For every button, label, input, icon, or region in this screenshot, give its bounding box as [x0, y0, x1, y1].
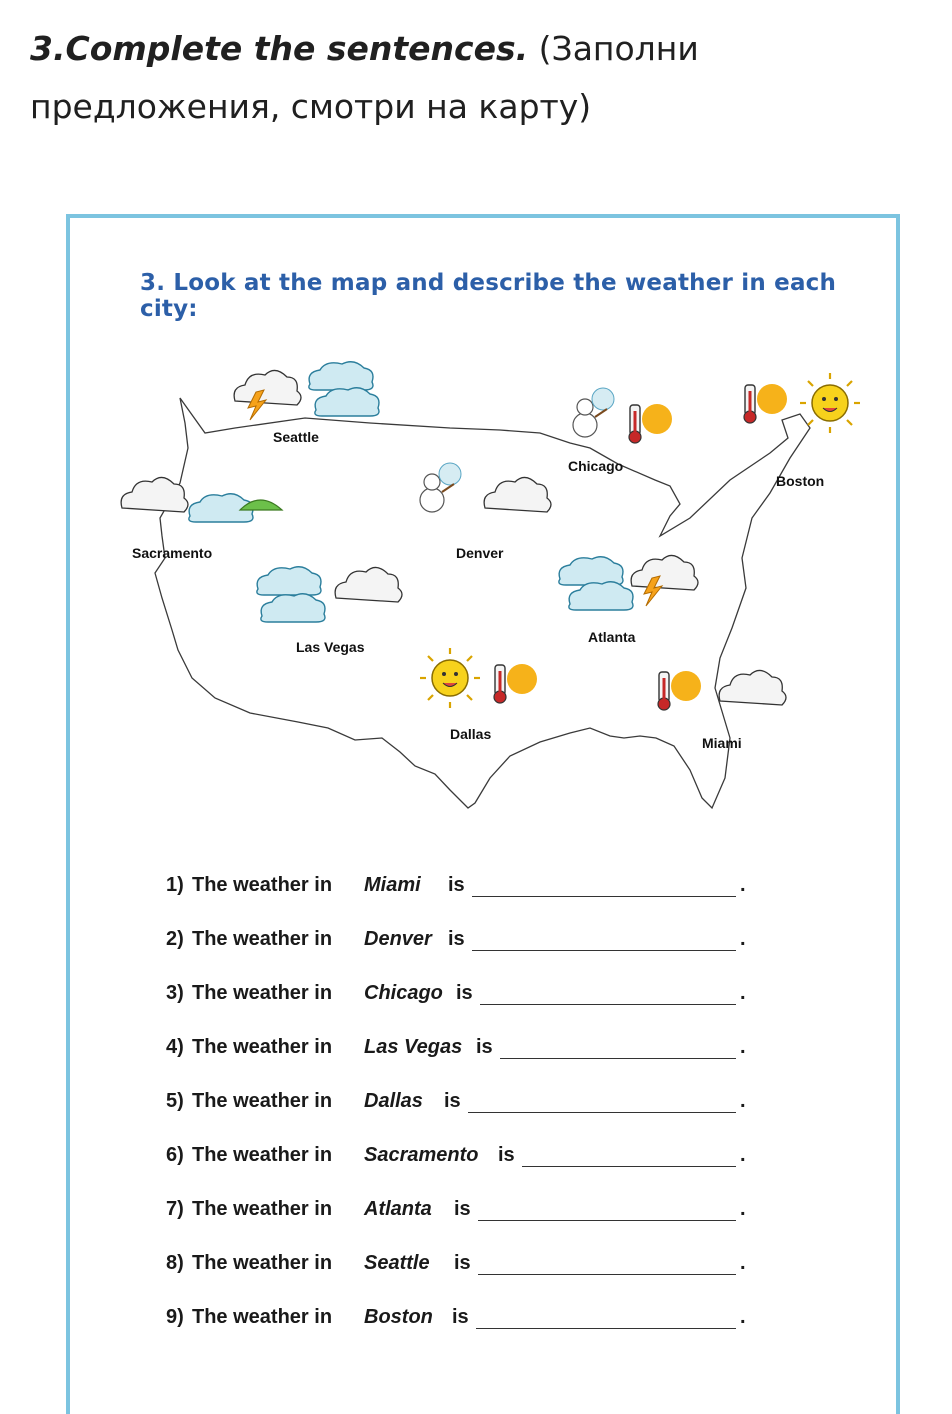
- sentence-city: Miami: [364, 874, 421, 896]
- rain-cloud-icon: [484, 477, 551, 512]
- exercise-heading-bold: 3.Complete the sentences.: [30, 29, 529, 68]
- city-label-denver: Denver: [456, 545, 504, 561]
- city-label-atlanta: Atlanta: [588, 629, 636, 645]
- answer-blank[interactable]: [468, 1112, 736, 1113]
- sentence-number: 5): [166, 1090, 184, 1112]
- sentence-row: [166, 982, 886, 1036]
- hot-thermometer-icon: [658, 671, 701, 710]
- sentence-is: is: [444, 1090, 461, 1112]
- answer-blank[interactable]: [472, 950, 736, 951]
- sentence-period: .: [740, 1306, 746, 1328]
- exercise-heading: [30, 20, 940, 136]
- sentence-lead: The weather in: [192, 1198, 333, 1220]
- rain-cloud-icon: [335, 567, 402, 602]
- thunder-cloud-icon: [234, 370, 301, 405]
- city-label-seattle: Seattle: [273, 429, 319, 445]
- sentence-period: .: [740, 874, 746, 896]
- answer-blank[interactable]: [472, 896, 736, 897]
- sentence-number: 9): [166, 1306, 184, 1328]
- sentence-lead: The weather in: [192, 1306, 333, 1328]
- sentence-is: is: [448, 928, 465, 950]
- sentence-row: [166, 1090, 886, 1144]
- sentence-lead: The weather in: [192, 874, 333, 896]
- worksheet: [66, 214, 900, 1414]
- sentence-city: Seattle: [364, 1252, 430, 1274]
- city-label-miami: Miami: [702, 735, 742, 751]
- sentence-row: [166, 928, 886, 982]
- sentence-city: Denver: [364, 928, 432, 950]
- us-weather-map: [70, 218, 904, 838]
- sentence-period: .: [740, 1090, 746, 1112]
- sentence-city: Boston: [364, 1306, 433, 1328]
- wind-cloud-icon: [559, 557, 623, 585]
- city-label-boston: Boston: [776, 473, 825, 489]
- sentence-row: [166, 1252, 886, 1306]
- rain-cloud-icon: [121, 477, 188, 512]
- answer-blank[interactable]: [478, 1274, 736, 1275]
- hot-thermometer-icon: [744, 384, 787, 423]
- sentence-number: 3): [166, 982, 184, 1004]
- sentence-lead: The weather in: [192, 1036, 333, 1058]
- sentence-lead: The weather in: [192, 1144, 333, 1166]
- sentence-period: .: [740, 928, 746, 950]
- city-label-las-vegas: Las Vegas: [296, 639, 365, 655]
- sentence-period: .: [740, 1252, 746, 1274]
- wind-cloud-icon: [309, 362, 373, 390]
- snowman-icon: [573, 388, 614, 437]
- city-label-dallas: Dallas: [450, 726, 492, 742]
- answer-blank[interactable]: [476, 1328, 736, 1329]
- wind-cloud-icon: [315, 388, 379, 416]
- sentence-is: is: [448, 874, 465, 896]
- sentence-city: Dallas: [364, 1090, 423, 1112]
- sentence-number: 8): [166, 1252, 184, 1274]
- sentence-is: is: [476, 1036, 493, 1058]
- sentence-row: [166, 1144, 886, 1198]
- sentence-number: 1): [166, 874, 184, 896]
- thunder-cloud-icon: [631, 555, 698, 590]
- sentence-is: is: [454, 1198, 471, 1220]
- sentence-lead: The weather in: [192, 1090, 333, 1112]
- sentence-row: [166, 1198, 886, 1252]
- wind-cloud-icon: [569, 582, 633, 610]
- sentence-city: Atlanta: [364, 1198, 432, 1220]
- wind-cloud-icon: [261, 594, 325, 622]
- sentence-row: [166, 1036, 886, 1090]
- sentence-period: .: [740, 1036, 746, 1058]
- sentence-city: Chicago: [364, 982, 443, 1004]
- sentence-period: .: [740, 1144, 746, 1166]
- sentence-lead: The weather in: [192, 928, 333, 950]
- thermometer-icon: [629, 404, 672, 443]
- sentence-number: 7): [166, 1198, 184, 1220]
- answer-blank[interactable]: [480, 1004, 736, 1005]
- sentence-is: is: [456, 982, 473, 1004]
- answer-blank[interactable]: [522, 1166, 736, 1167]
- city-label-sacramento: Sacramento: [132, 545, 213, 561]
- sentence-city: Sacramento: [364, 1144, 479, 1166]
- answer-blank[interactable]: [478, 1220, 736, 1221]
- sentence-lead: The weather in: [192, 1252, 333, 1274]
- sentence-period: .: [740, 1198, 746, 1220]
- city-label-chicago: Chicago: [568, 458, 624, 474]
- sun-icon: [420, 648, 480, 708]
- sentence-number: 6): [166, 1144, 184, 1166]
- answer-blank[interactable]: [500, 1058, 736, 1059]
- worksheet-title: 3. Look at the map and describe the weather in each city:: [140, 270, 837, 322]
- sentence-city: Las Vegas: [364, 1036, 463, 1058]
- sentence-list: [166, 874, 886, 1360]
- sentence-lead: The weather in: [192, 982, 333, 1004]
- snowman-icon: [420, 463, 461, 512]
- sentence-number: 4): [166, 1036, 184, 1058]
- wind-cloud-icon: [257, 567, 321, 595]
- sentence-row: [166, 1306, 886, 1360]
- sentence-is: is: [452, 1306, 469, 1328]
- hot-thermometer-icon: [494, 664, 537, 703]
- sentence-is: is: [454, 1252, 471, 1274]
- sentence-number: 2): [166, 928, 184, 950]
- sentence-period: .: [740, 982, 746, 1004]
- sentence-is: is: [498, 1144, 515, 1166]
- sentence-row: [166, 874, 886, 928]
- sun-icon: [800, 373, 860, 433]
- rain-cloud-icon: [719, 670, 786, 705]
- exercise-heading-rest: (Заполни предложения, смотри на карту): [30, 29, 699, 126]
